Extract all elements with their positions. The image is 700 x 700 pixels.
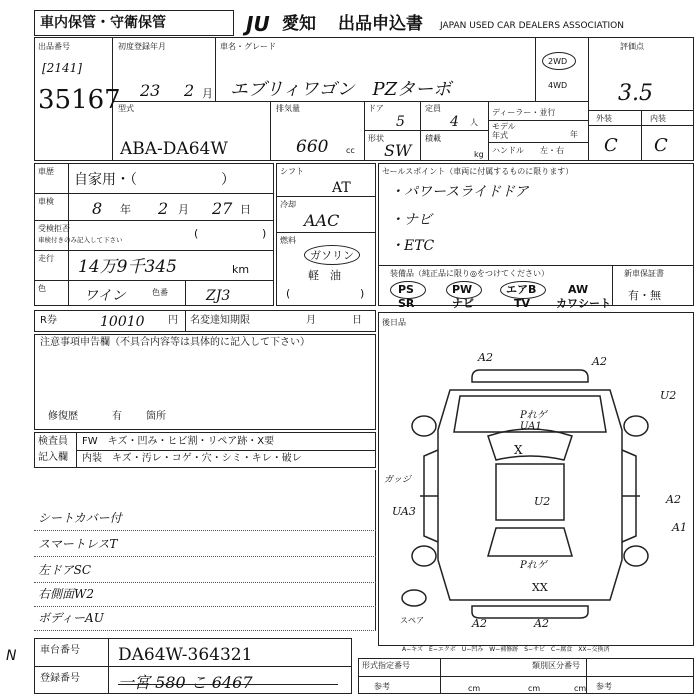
color-label: 色 (38, 284, 46, 293)
eq-sr: SR (398, 297, 415, 310)
doors-label: ドア (368, 104, 384, 113)
back-notes-label: 後日品 (382, 318, 406, 327)
exterior-label: 外装 (596, 114, 612, 123)
recycle-value: 10010 (100, 314, 145, 330)
eq-aw: AW (568, 283, 589, 296)
displacement-value: 660 (296, 137, 329, 157)
capacity-unit: 人 (470, 118, 478, 127)
inspection-label: 車検 (38, 197, 54, 206)
cm-1: cm (468, 684, 481, 693)
rating-value: 3.5 (618, 81, 653, 106)
consent-paren-open: ( (194, 227, 199, 240)
chassis-no-value: DA64W-364321 (118, 645, 253, 665)
model-year-label: モデル 年式 (492, 122, 516, 140)
model-value: ABA-DA64W (120, 139, 228, 159)
load-label: 積載 (425, 134, 441, 143)
equipment-label: 装備品（純正品に限り◎をつけてください） (390, 269, 549, 278)
reg-no-label: 登録番号 (40, 673, 80, 684)
damage-a2-bottom-right: A2 (534, 617, 549, 630)
drive-4wd: 4WD (548, 81, 568, 90)
car-name-value: エブリィワゴン PZターボ (230, 79, 452, 100)
yen-unit: 円 (168, 315, 178, 326)
capacity-label: 定員 (425, 104, 441, 113)
car-damage-diagram (400, 360, 660, 630)
damage-a2-top-left: A2 (478, 351, 493, 364)
drive-2wd: 2WD (548, 57, 568, 66)
org-name: 愛知 (282, 14, 316, 34)
handle-options: 左・右 (540, 146, 564, 155)
year-unit: 年 (570, 130, 578, 139)
displacement-label: 排気量 (276, 104, 300, 113)
remark-4: 右側面W2 (38, 587, 94, 601)
eq-pw: PW (452, 283, 473, 296)
shift-label: シフト (280, 167, 304, 176)
fuel-paren-open: ( (286, 287, 291, 300)
margin-mark: N (6, 648, 17, 664)
storage-stamp: 車内保管・守衛保管 (40, 15, 166, 31)
ref-label-1: 参考 (374, 682, 390, 691)
color-no-label: 色番 (152, 288, 168, 297)
inspection-year: 8 (92, 199, 103, 218)
reg-no-strike (118, 684, 338, 685)
fuel-gasoline: ガソリン (310, 249, 354, 262)
damage-a2-right: A2 (666, 493, 681, 506)
eq-airbag: エアB (506, 283, 537, 296)
eq-tv: TV (514, 297, 531, 310)
damage-u2-front-right: U2 (660, 389, 677, 402)
mileage-label: 走行 (38, 254, 54, 263)
car-name-label: 車名・グレード (220, 42, 276, 51)
aircon-value: AAC (304, 211, 340, 230)
first-reg-month: 2 (184, 81, 195, 100)
shift-value: AT (332, 180, 351, 196)
repair-place: 箇所 (146, 411, 166, 422)
first-reg-year: 23 (140, 81, 161, 100)
km-unit: km (232, 263, 250, 276)
damage-a2-top-right: A2 (592, 355, 607, 368)
ref-label-2: 参考 (596, 682, 612, 691)
lot-no-label: 出品番号 (38, 42, 70, 51)
eq-seat: カワシート (556, 297, 611, 310)
sales-points-label: セールスポイント（車両に付属するものに限ります） (382, 167, 574, 176)
damage-ua3: UA3 (392, 505, 416, 518)
sales-point-1: ・パワースライドドア (390, 184, 529, 200)
eq-ps: PS (398, 283, 414, 296)
consent-paren-close: ) (262, 227, 267, 240)
handle-label: ハンドル (492, 146, 524, 155)
form-title: 出品申込書 (338, 14, 423, 34)
damage-x: X (514, 443, 523, 457)
class-no-label: 類別区分番号 (532, 661, 580, 670)
kg-unit: kg (474, 150, 484, 159)
inspection-year-unit: 年 (120, 203, 131, 216)
doors-value: 5 (396, 114, 405, 130)
inspection-month-unit: 月 (178, 203, 189, 216)
aircon-label: 冷却 (280, 200, 296, 209)
fuel-gasoline-circle (304, 245, 360, 265)
name-change-month: 月 (306, 315, 316, 326)
rating-label: 評価点 (620, 42, 644, 51)
fuel-diesel: 軽 油 (308, 269, 341, 282)
spare-label: スペア (400, 616, 424, 625)
damage-a2-bottom-left: A2 (472, 617, 487, 630)
drive-2wd-circle (542, 52, 576, 70)
inspection-day: 27 (212, 199, 233, 218)
name-change-day: 日 (352, 315, 362, 326)
lot-no-small: [2141] (42, 61, 82, 75)
repair-label: 修復歴 (48, 411, 78, 422)
notes-block (34, 334, 376, 430)
recycle-label: R券 (40, 315, 57, 326)
warranty-label: 新車保証書 (624, 269, 664, 278)
shift-block (276, 163, 376, 306)
first-reg-month-unit: 月 (202, 87, 213, 100)
consent-note: 車検付きのみ記入して下さい (38, 236, 123, 244)
damage-u2-center: U2 (534, 495, 551, 508)
reg-no-value: 一宮 580 こ 6467 (118, 673, 253, 692)
shape-value: SW (384, 141, 412, 160)
warranty-options: 有・無 (628, 289, 661, 302)
damage-side-note: ガッジ (384, 475, 411, 485)
form-doc-label: 形式指定番号 (362, 661, 410, 670)
remark-2: スマートレスT (38, 537, 118, 551)
notes-label: 注意事項申告欄（不具合内容等は具体的に記入して下さい） (40, 337, 310, 348)
cm-2: cm (528, 684, 541, 693)
mileage-value: 14万9千345 (78, 257, 177, 277)
capacity-value: 4 (450, 114, 459, 130)
dealer-label: ディーラー・並行 (492, 108, 556, 117)
inspector-label: 検査員 (38, 436, 68, 447)
first-reg-label: 初度登録年月 (118, 42, 166, 51)
consent-label: 受検拒否 (38, 224, 70, 233)
remark-3: 左ドアSC (38, 563, 92, 577)
sales-point-3: ・ETC (390, 238, 435, 254)
inspection-day-unit: 日 (240, 203, 251, 216)
fuel-label: 燃料 (280, 236, 296, 245)
inspect-row-2: 内装 キズ・汚レ・コゲ・穴・シミ・キレ・破レ (82, 453, 302, 464)
repair-have: 有 (112, 411, 122, 422)
shape-label: 形状 (368, 134, 384, 143)
chassis-no-label: 車台番号 (40, 645, 80, 656)
damage-a1-right: A1 (672, 521, 687, 534)
inspection-month: 2 (158, 199, 169, 218)
fuel-paren-close: ) (360, 287, 365, 300)
english-title: JAPAN USED CAR DEALERS ASSOCIATION (440, 21, 624, 31)
cm-3: cm (574, 684, 587, 693)
history-label: 車歴 (38, 167, 54, 176)
color-no-value: ZJ3 (206, 288, 231, 304)
interior-grade: C (654, 135, 668, 156)
damage-rear: Pれゲ (520, 560, 547, 571)
eq-navi: ナビ (452, 297, 474, 310)
cc-unit: cc (346, 146, 355, 155)
model-label: 型式 (118, 104, 134, 113)
inspect-row-1: FW キズ・凹み・ヒビ割・リペア跡・X要 (82, 436, 275, 447)
lot-no-value: 35167 (38, 85, 121, 115)
damage-xx: XX (532, 581, 548, 594)
damage-roof: Pれゲ UA1 (520, 410, 547, 432)
name-change-label: 名変達知期限 (190, 315, 250, 326)
ju-logo: JU (246, 12, 270, 36)
remark-1: シートカバー付 (38, 511, 122, 525)
sales-point-2: ・ナビ (390, 212, 432, 228)
remark-5: ボディーAU (38, 611, 104, 625)
interior-label: 内装 (650, 114, 666, 123)
exterior-grade: C (604, 135, 618, 156)
legend: A−キズ E−エクボ U−凹み W−補修跡 S−サビ C−腐食 XX−交換済 (402, 646, 610, 653)
history-value: 自家用・（ ） (74, 172, 235, 188)
color-value: ワイン (84, 288, 126, 304)
entry-label: 記入欄 (38, 452, 68, 463)
